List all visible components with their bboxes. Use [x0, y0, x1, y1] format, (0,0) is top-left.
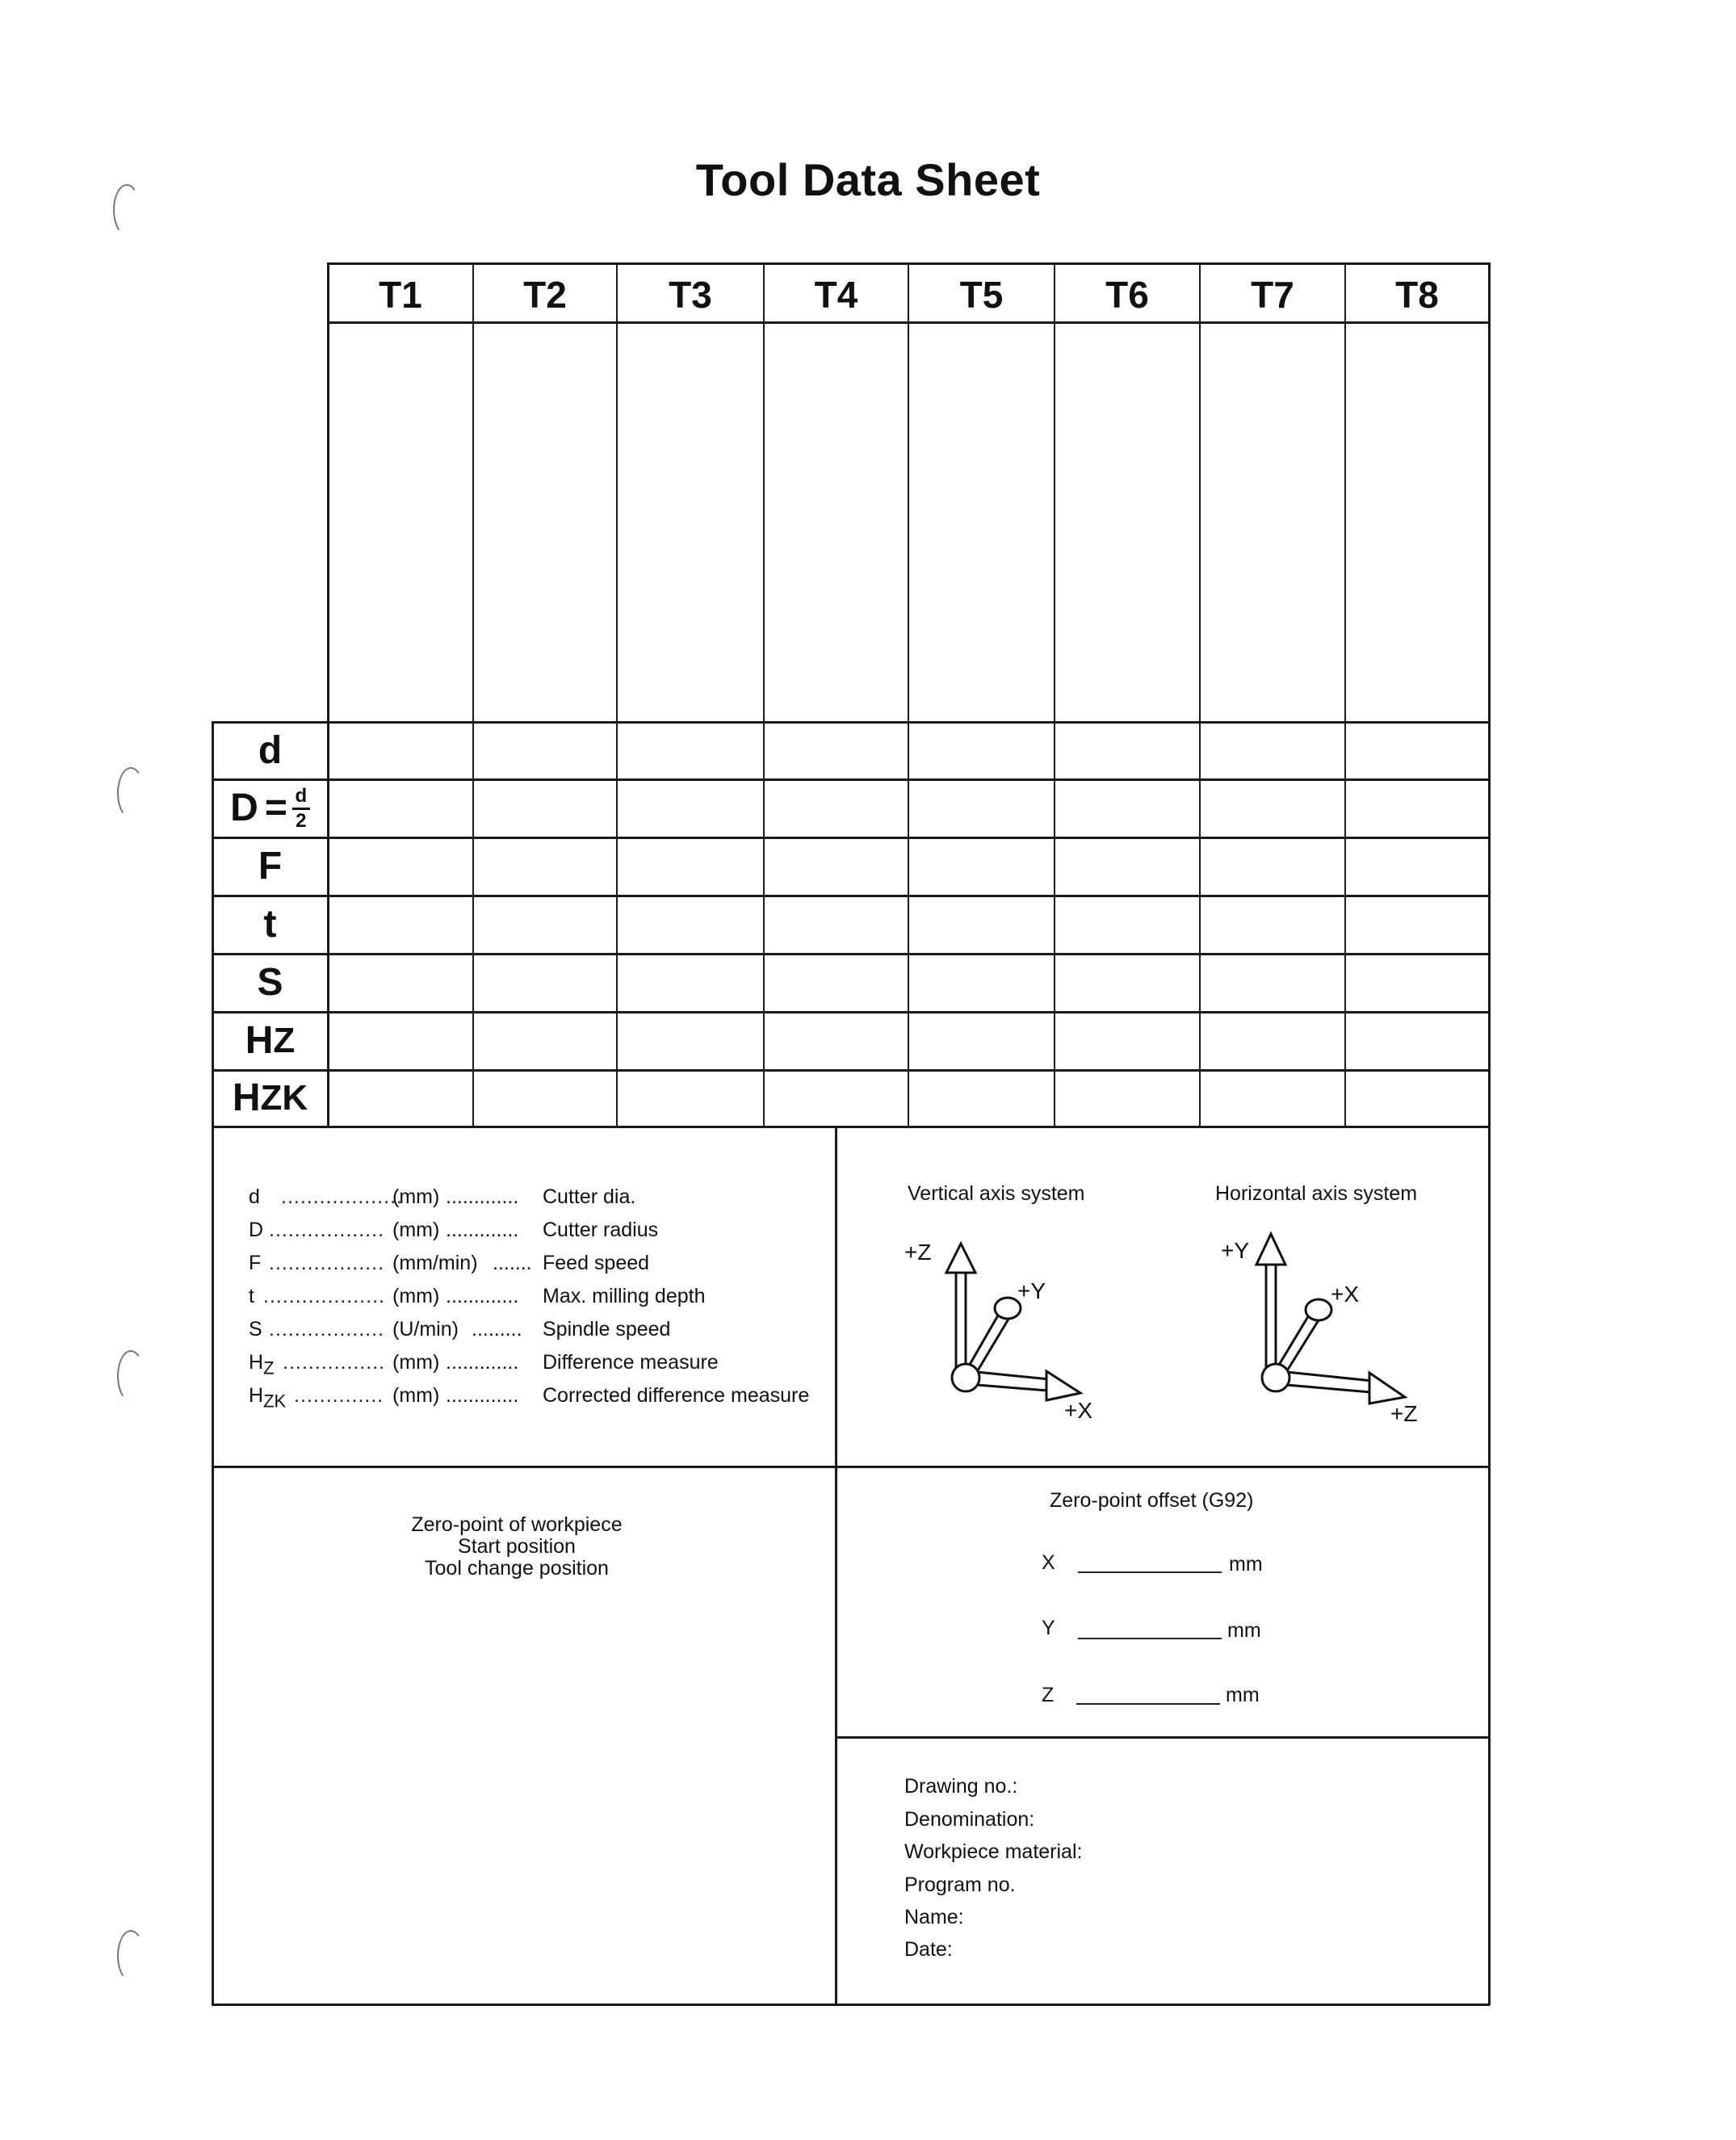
legend-unit-S: (U/min) — [392, 1318, 459, 1341]
row-label-t — [212, 896, 329, 953]
fraction-d-over-2 — [292, 784, 310, 832]
binder-mark — [117, 1930, 145, 1982]
legend-symbol: $H_{ZK}$ — [249, 1384, 287, 1412]
axis-arrow-up — [946, 1244, 975, 1273]
row-label-F-text: F — [258, 845, 283, 887]
grid-line — [212, 721, 1490, 724]
legend-symbol: F — [249, 1252, 262, 1274]
section-divider-info — [835, 1736, 1490, 1739]
legend-dots: .................. — [269, 1219, 385, 1241]
axis-label-diagonal: +Y — [1017, 1278, 1046, 1303]
legend-row-D — [249, 1220, 386, 1240]
zero-point-line-1: Zero-point of workpiece — [411, 1513, 623, 1536]
legend-symbol: t — [249, 1285, 254, 1307]
offset-axis-y: Y — [1042, 1617, 1055, 1639]
legend-dots2-F: ....... — [493, 1252, 532, 1274]
section-divider-vertical — [835, 1126, 837, 2005]
tool-header-t8: T8 — [1395, 274, 1439, 316]
grid-line — [1199, 262, 1201, 1127]
row-label-d — [212, 723, 329, 779]
info-date: Date: — [904, 1938, 953, 1961]
legend-row-HZK — [249, 1384, 386, 1412]
axis-shaft-up — [1266, 1252, 1276, 1381]
sheet-bottom-line — [212, 2004, 1490, 2006]
binder-mark — [117, 767, 145, 819]
axis-label-up: +Z — [904, 1240, 932, 1265]
grid-line — [908, 262, 909, 1127]
legend-desc-t: Max. milling depth — [543, 1285, 706, 1307]
grid-line — [763, 262, 765, 1127]
legend-desc-F: Feed speed — [543, 1252, 650, 1274]
axis-arrow-right — [1046, 1371, 1080, 1400]
info-drawing-no: Drawing no.: — [904, 1775, 1018, 1798]
fraction-denominator: 2 — [296, 809, 307, 832]
axis-label-up: +Y — [1221, 1238, 1250, 1263]
grid-line — [1344, 262, 1346, 1127]
axis-shaft-right — [1277, 1371, 1373, 1392]
row-label-HZK-base: H — [232, 1076, 261, 1119]
legend-dots: ................... — [263, 1285, 385, 1307]
legend-dots2-d: ............. — [446, 1185, 519, 1208]
legend-dots2-S: ......... — [472, 1318, 522, 1341]
row-label-D — [212, 780, 329, 837]
row-label-D-text: D — [230, 787, 258, 829]
legend-desc-D: Cutter radius — [543, 1219, 659, 1241]
row-label-S-text: S — [257, 961, 283, 1004]
legend-dots2-HZK: ............. — [446, 1384, 519, 1407]
offset-field-x[interactable] — [1078, 1571, 1222, 1573]
axis-label-right: +X — [1064, 1398, 1093, 1423]
legend-symbol: $H_Z$ — [249, 1351, 275, 1378]
vertical-axis-diagram — [888, 1219, 1130, 1429]
grid-line — [1488, 262, 1491, 2005]
grid-line — [212, 837, 1490, 839]
binder-mark — [117, 1350, 145, 1402]
offset-field-y[interactable] — [1078, 1638, 1222, 1639]
axis-label-diagonal: +X — [1331, 1282, 1360, 1307]
legend-unit-D: (mm) — [392, 1219, 440, 1241]
zero-point-block — [347, 1514, 686, 1580]
horizontal-axis-diagram — [1203, 1219, 1445, 1429]
legend-dots: .................. — [269, 1252, 385, 1274]
section-divider-horizontal — [212, 1466, 1490, 1468]
row-label-HZK: H ZK — [232, 1076, 308, 1119]
grid-line — [212, 1126, 1490, 1128]
legend-symbol: D — [249, 1219, 264, 1241]
tool-header-t3: T3 — [669, 274, 712, 316]
tool-header-t6: T6 — [1105, 274, 1149, 316]
legend-dots2-t: ............. — [446, 1285, 519, 1307]
legend-desc-HZ: Difference measure — [543, 1351, 719, 1374]
legend-dots: .................. — [269, 1318, 385, 1341]
zero-point-line-3: Tool change position — [425, 1557, 609, 1580]
legend-desc-S: Spindle speed — [543, 1318, 671, 1341]
grid-line — [212, 778, 1490, 781]
offset-unit-z: mm — [1226, 1684, 1260, 1706]
offset-axis-z: Z — [1042, 1684, 1055, 1706]
horizontal-axis-title: Horizontal axis system — [1215, 1182, 1418, 1205]
grid-line — [616, 262, 618, 1127]
legend-dots: ................ — [283, 1351, 386, 1374]
legend-row-HZ — [249, 1351, 386, 1378]
page-title: Tool Data Sheet — [695, 154, 1041, 205]
legend-row-t — [249, 1286, 386, 1307]
legend-desc-HZK: Corrected difference measure — [543, 1384, 810, 1407]
grid-line — [212, 1069, 1490, 1072]
legend-unit-F: (mm/min) — [392, 1252, 478, 1274]
tool-header-t1: T1 — [379, 274, 422, 316]
info-name: Name: — [904, 1906, 964, 1928]
offset-unit-x: mm — [1229, 1553, 1263, 1576]
axis-arrow-right — [1369, 1373, 1405, 1404]
tool-header-t7: T7 — [1251, 274, 1294, 316]
legend-unit-d: (mm) — [392, 1185, 440, 1208]
row-label-HZ-base: H — [245, 1019, 274, 1062]
row-label-t-text: t — [263, 903, 277, 946]
row-label-d-text: d — [258, 729, 283, 772]
zero-point-line-2: Start position — [458, 1535, 576, 1558]
row-label-S — [212, 955, 329, 1011]
row-label-F — [212, 838, 329, 895]
legend-unit-HZK: (mm) — [392, 1384, 440, 1407]
legend-row-d — [249, 1185, 403, 1208]
grid-line — [472, 262, 474, 1127]
info-denomination: Denomination: — [904, 1808, 1035, 1831]
tool-header-t4: T4 — [814, 274, 858, 316]
vertical-axis-title: Vertical axis system — [908, 1182, 1085, 1205]
legend-row-F — [249, 1253, 386, 1274]
axis-origin-ball — [1262, 1364, 1289, 1391]
row-label-D-equals: = — [264, 787, 287, 829]
offset-field-z[interactable] — [1076, 1703, 1220, 1705]
legend-desc-d: Cutter dia. — [543, 1185, 636, 1208]
grid-line — [212, 895, 1490, 897]
legend-symbol: d — [249, 1185, 260, 1208]
axis-arrow-up — [1256, 1234, 1285, 1265]
tool-header-t5: T5 — [959, 274, 1004, 316]
tool-header-t2: T2 — [523, 274, 567, 316]
grid-line — [212, 953, 1490, 955]
offset-axis-x: X — [1042, 1551, 1055, 1574]
axis-origin-ball — [952, 1364, 979, 1391]
row-label-HZ: H Z — [245, 1019, 296, 1062]
legend-dots: ................... — [281, 1185, 403, 1208]
legend-unit-HZ: (mm) — [392, 1351, 440, 1374]
offset-unit-y: mm — [1227, 1619, 1261, 1642]
legend-dots: .............. — [294, 1384, 384, 1407]
axis-knob-diagonal — [1306, 1299, 1331, 1320]
axis-label-right: +Z — [1390, 1401, 1418, 1426]
legend-dots2-D: ............. — [446, 1219, 519, 1241]
info-program-no: Program no. — [904, 1874, 1016, 1896]
legend-symbol: S — [249, 1318, 262, 1341]
grid-line — [1054, 262, 1055, 1127]
legend-dots2-HZ: ............. — [446, 1351, 519, 1374]
offset-title: Zero-point offset (G92) — [1050, 1489, 1254, 1512]
legend-unit-t: (mm) — [392, 1285, 440, 1307]
binder-mark — [113, 184, 140, 236]
fraction-numerator: d — [295, 784, 308, 807]
info-workpiece-material: Workpiece material: — [904, 1840, 1083, 1863]
legend-row-S — [249, 1320, 386, 1340]
grid-line — [212, 1011, 1490, 1013]
